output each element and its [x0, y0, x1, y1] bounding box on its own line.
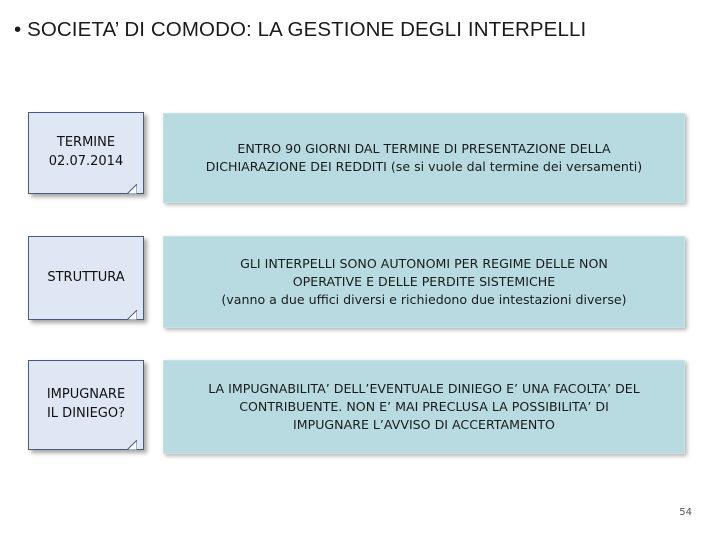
text-line: DICHIARAZIONE DEI REDDITI (se si vuole dal termine dei versamenti) [205, 159, 643, 174]
page-fold-icon [127, 310, 137, 320]
text-line: LA IMPUGNABILITA’ DELL’EVENTUALE DINIEGO E’ UNA FACOLTA’ DEL [208, 380, 640, 396]
slide-title: • SOCIETA’ DI COMODO: LA GESTIONE DEGLI INTERPELLI [14, 18, 587, 41]
page-number: 54 [679, 507, 692, 518]
label-line: 02.07.2014 [48, 154, 124, 169]
label-line: STRUTTURA [47, 269, 125, 285]
label-line: IL DINIEGO? [46, 406, 126, 421]
text-box-struttura [163, 236, 685, 328]
text-box-termine [163, 113, 685, 203]
label-box-struttura [28, 236, 144, 320]
text-line: (vanno a due uffici diversi e richiedono due intestazioni diverse) [221, 292, 627, 308]
text-line: CONTRIBUENTE. NON E’ MAI PRECLUSA LA POSSIBILITA’ DI [239, 398, 609, 414]
text-box-impugnare [163, 360, 685, 454]
text-line: IMPUGNARE L’AVVISO DI ACCERTAMENTO [293, 417, 555, 433]
label-line: IMPUGNARE [46, 387, 126, 403]
page-fold-icon [127, 440, 137, 450]
label-line: TERMINE [56, 135, 116, 151]
text-line: ENTRO 90 GIORNI DAL TERMINE DI PRESENTAZIONE DELLA [237, 140, 611, 156]
label-box-termine [28, 112, 144, 194]
text-line: GLI INTERPELLI SONO AUTONOMI PER REGIME DELLE NON [240, 255, 608, 271]
page-fold-icon [127, 184, 137, 194]
text-line: OPERATIVE E DELLE PERDITE SISTEMICHE [292, 273, 556, 289]
label-box-impugnare [28, 360, 144, 450]
